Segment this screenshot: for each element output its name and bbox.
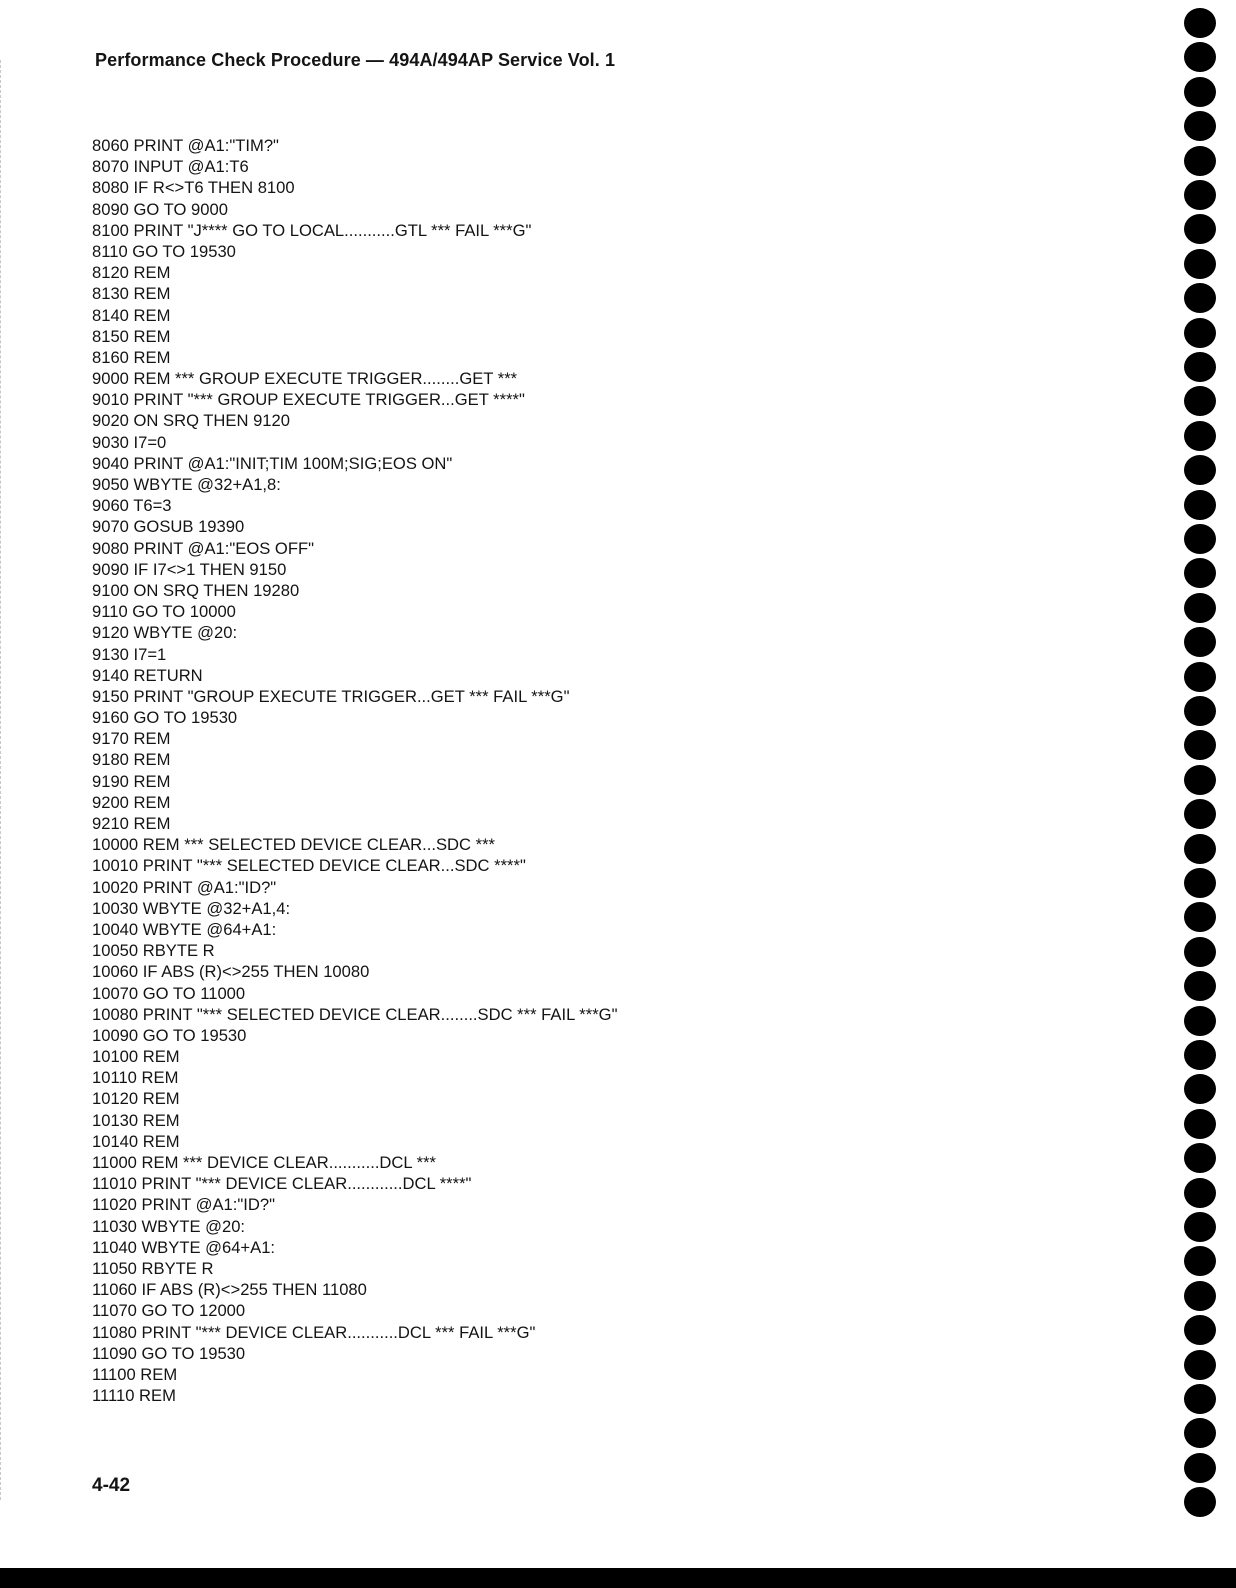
- punch-hole: [1184, 1384, 1216, 1414]
- code-line: 10020 PRINT @A1:"ID?": [92, 877, 277, 897]
- punch-hole: [1184, 627, 1216, 657]
- punch-hole: [1184, 971, 1216, 1001]
- punch-hole: [1184, 1281, 1216, 1311]
- punch-hole: [1184, 8, 1216, 38]
- code-line: 10070 GO TO 11000: [92, 983, 246, 1003]
- code-line: 9020 ON SRQ THEN 9120: [92, 411, 290, 431]
- code-line: 11110 REM: [92, 1386, 176, 1406]
- punch-hole: [1184, 1143, 1216, 1173]
- punch-hole: [1184, 1074, 1216, 1104]
- scan-edge-marks: [0, 60, 4, 1500]
- code-line: 9140 RETURN: [92, 665, 203, 685]
- code-line: 11000 REM *** DEVICE CLEAR...........DCL ***: [92, 1153, 436, 1172]
- code-line: 9070 GOSUB 19390: [92, 517, 245, 537]
- code-line: 8080 IF R<>T6 THEN 8100: [92, 178, 295, 198]
- code-line: 10040 WBYTE @64+A1:: [92, 919, 277, 939]
- code-line: 9150 PRINT "GROUP EXECUTE TRIGGER...GET *** FAIL ***G": [92, 686, 570, 706]
- code-line: 8100 PRINT "J**** GO TO LOCAL...........GTL *** FAIL ***G": [92, 220, 532, 240]
- punch-hole: [1184, 249, 1216, 279]
- scan-bottom-border: [0, 1568, 1236, 1588]
- punch-hole: [1184, 1246, 1216, 1276]
- punch-hole: [1184, 1040, 1216, 1070]
- code-line: 10120 REM: [92, 1089, 180, 1109]
- code-line: 10100 REM: [92, 1047, 180, 1067]
- punch-hole: [1184, 283, 1216, 313]
- code-line: 9180 REM: [92, 750, 171, 770]
- punch-hole: [1184, 524, 1216, 554]
- code-line: 11070 GO TO 12000: [92, 1301, 246, 1321]
- code-line: 8150 REM: [92, 326, 171, 346]
- punch-hole: [1184, 902, 1216, 932]
- code-line: 10140 REM: [92, 1131, 180, 1151]
- code-line: 11020 PRINT @A1:"ID?": [92, 1195, 275, 1215]
- punch-hole: [1184, 1109, 1216, 1139]
- code-line: 10060 IF ABS (R)<>255 THEN 10080: [92, 962, 370, 982]
- code-line: 8060 PRINT @A1:"TIM?": [92, 136, 279, 155]
- punch-hole: [1184, 834, 1216, 864]
- code-line: 9130 I7=1: [92, 644, 167, 664]
- code-line: 10130 REM: [92, 1110, 180, 1130]
- punch-hole: [1184, 799, 1216, 829]
- punch-hole: [1184, 146, 1216, 176]
- binder-punch-holes: [1184, 0, 1220, 1568]
- code-line: 11050 RBYTE R: [92, 1258, 214, 1278]
- code-line: 8120 REM: [92, 263, 171, 283]
- code-line: 9040 PRINT @A1:"INIT;TIM 100M;SIG;EOS ON": [92, 453, 453, 473]
- punch-hole: [1184, 42, 1216, 72]
- code-line: 11030 WBYTE @20:: [92, 1216, 246, 1236]
- punch-hole: [1184, 1212, 1216, 1242]
- code-line: 8110 GO TO 19530: [92, 241, 236, 261]
- punch-hole: [1184, 386, 1216, 416]
- punch-hole: [1184, 1315, 1216, 1345]
- code-line: 9080 PRINT @A1:"EOS OFF": [92, 538, 314, 558]
- punch-hole: [1184, 1006, 1216, 1036]
- code-line: 10110 REM: [92, 1068, 179, 1088]
- code-line: 9200 REM: [92, 792, 171, 812]
- code-line: 11100 REM: [92, 1364, 178, 1384]
- code-line: 9090 IF I7<>1 THEN 9150: [92, 559, 287, 579]
- code-line: 9210 REM: [92, 814, 171, 833]
- code-line: 11060 IF ABS (R)<>255 THEN 11080: [92, 1280, 367, 1300]
- code-line: 9120 WBYTE @20:: [92, 623, 238, 643]
- code-line: 11040 WBYTE @64+A1:: [92, 1237, 276, 1257]
- code-line: 9110 GO TO 10000: [92, 602, 236, 622]
- punch-hole: [1184, 111, 1216, 141]
- punch-hole: [1184, 1487, 1216, 1517]
- punch-hole: [1184, 1350, 1216, 1380]
- code-line: 8130 REM: [92, 284, 171, 304]
- punch-hole: [1184, 730, 1216, 760]
- punch-hole: [1184, 765, 1216, 795]
- code-line: 11090 GO TO 19530: [92, 1343, 246, 1363]
- punch-hole: [1184, 937, 1216, 967]
- code-line: 10010 PRINT "*** SELECTED DEVICE CLEAR...SDC ****": [92, 856, 526, 876]
- punch-hole: [1184, 868, 1216, 898]
- code-line: 11010 PRINT "*** DEVICE CLEAR............DCL ****": [92, 1174, 472, 1194]
- punch-hole: [1184, 1178, 1216, 1208]
- code-line: 9100 ON SRQ THEN 19280: [92, 580, 300, 600]
- code-line: 10050 RBYTE R: [92, 941, 215, 961]
- code-line: 9050 WBYTE @32+A1,8:: [92, 475, 281, 494]
- page-header: Performance Check Procedure — 494A/494AP Service Vol. 1: [95, 50, 616, 70]
- basic-program-listing: [92, 135, 617, 1406]
- code-line: 9170 REM: [92, 729, 171, 749]
- punch-hole: [1184, 421, 1216, 451]
- punch-hole: [1184, 558, 1216, 588]
- punch-hole: [1184, 214, 1216, 244]
- code-line: 8160 REM: [92, 347, 171, 367]
- punch-hole: [1184, 455, 1216, 485]
- punch-hole: [1184, 352, 1216, 382]
- code-line: 9060 T6=3: [92, 496, 172, 516]
- code-line: 10080 PRINT "*** SELECTED DEVICE CLEAR........SDC *** FAIL ***G": [92, 1004, 618, 1024]
- page-number: 4-42: [92, 1475, 131, 1496]
- code-line: 9160 GO TO 19530: [92, 708, 238, 728]
- punch-hole: [1184, 1453, 1216, 1483]
- punch-hole: [1184, 318, 1216, 348]
- punch-hole: [1184, 180, 1216, 210]
- code-line: 8090 GO TO 9000: [92, 199, 228, 219]
- punch-hole: [1184, 662, 1216, 692]
- code-line: 9190 REM: [92, 771, 171, 791]
- code-line: 10090 GO TO 19530: [92, 1025, 247, 1045]
- code-line: 8140 REM: [92, 305, 171, 325]
- punch-hole: [1184, 490, 1216, 520]
- code-line: 11080 PRINT "*** DEVICE CLEAR...........DCL *** FAIL ***G": [92, 1322, 536, 1342]
- code-line: 8070 INPUT @A1:T6: [92, 157, 249, 177]
- punch-hole: [1184, 696, 1216, 726]
- code-line: 9010 PRINT "*** GROUP EXECUTE TRIGGER...GET ****": [92, 390, 525, 410]
- punch-hole: [1184, 77, 1216, 107]
- code-line: 10000 REM *** SELECTED DEVICE CLEAR...SDC ***: [92, 835, 496, 855]
- code-line: 9030 I7=0: [92, 432, 167, 452]
- punch-hole: [1184, 1418, 1216, 1448]
- punch-hole: [1184, 593, 1216, 623]
- code-line: 9000 REM *** GROUP EXECUTE TRIGGER........GET ***: [92, 369, 518, 389]
- code-line: 10030 WBYTE @32+A1,4:: [92, 898, 291, 918]
